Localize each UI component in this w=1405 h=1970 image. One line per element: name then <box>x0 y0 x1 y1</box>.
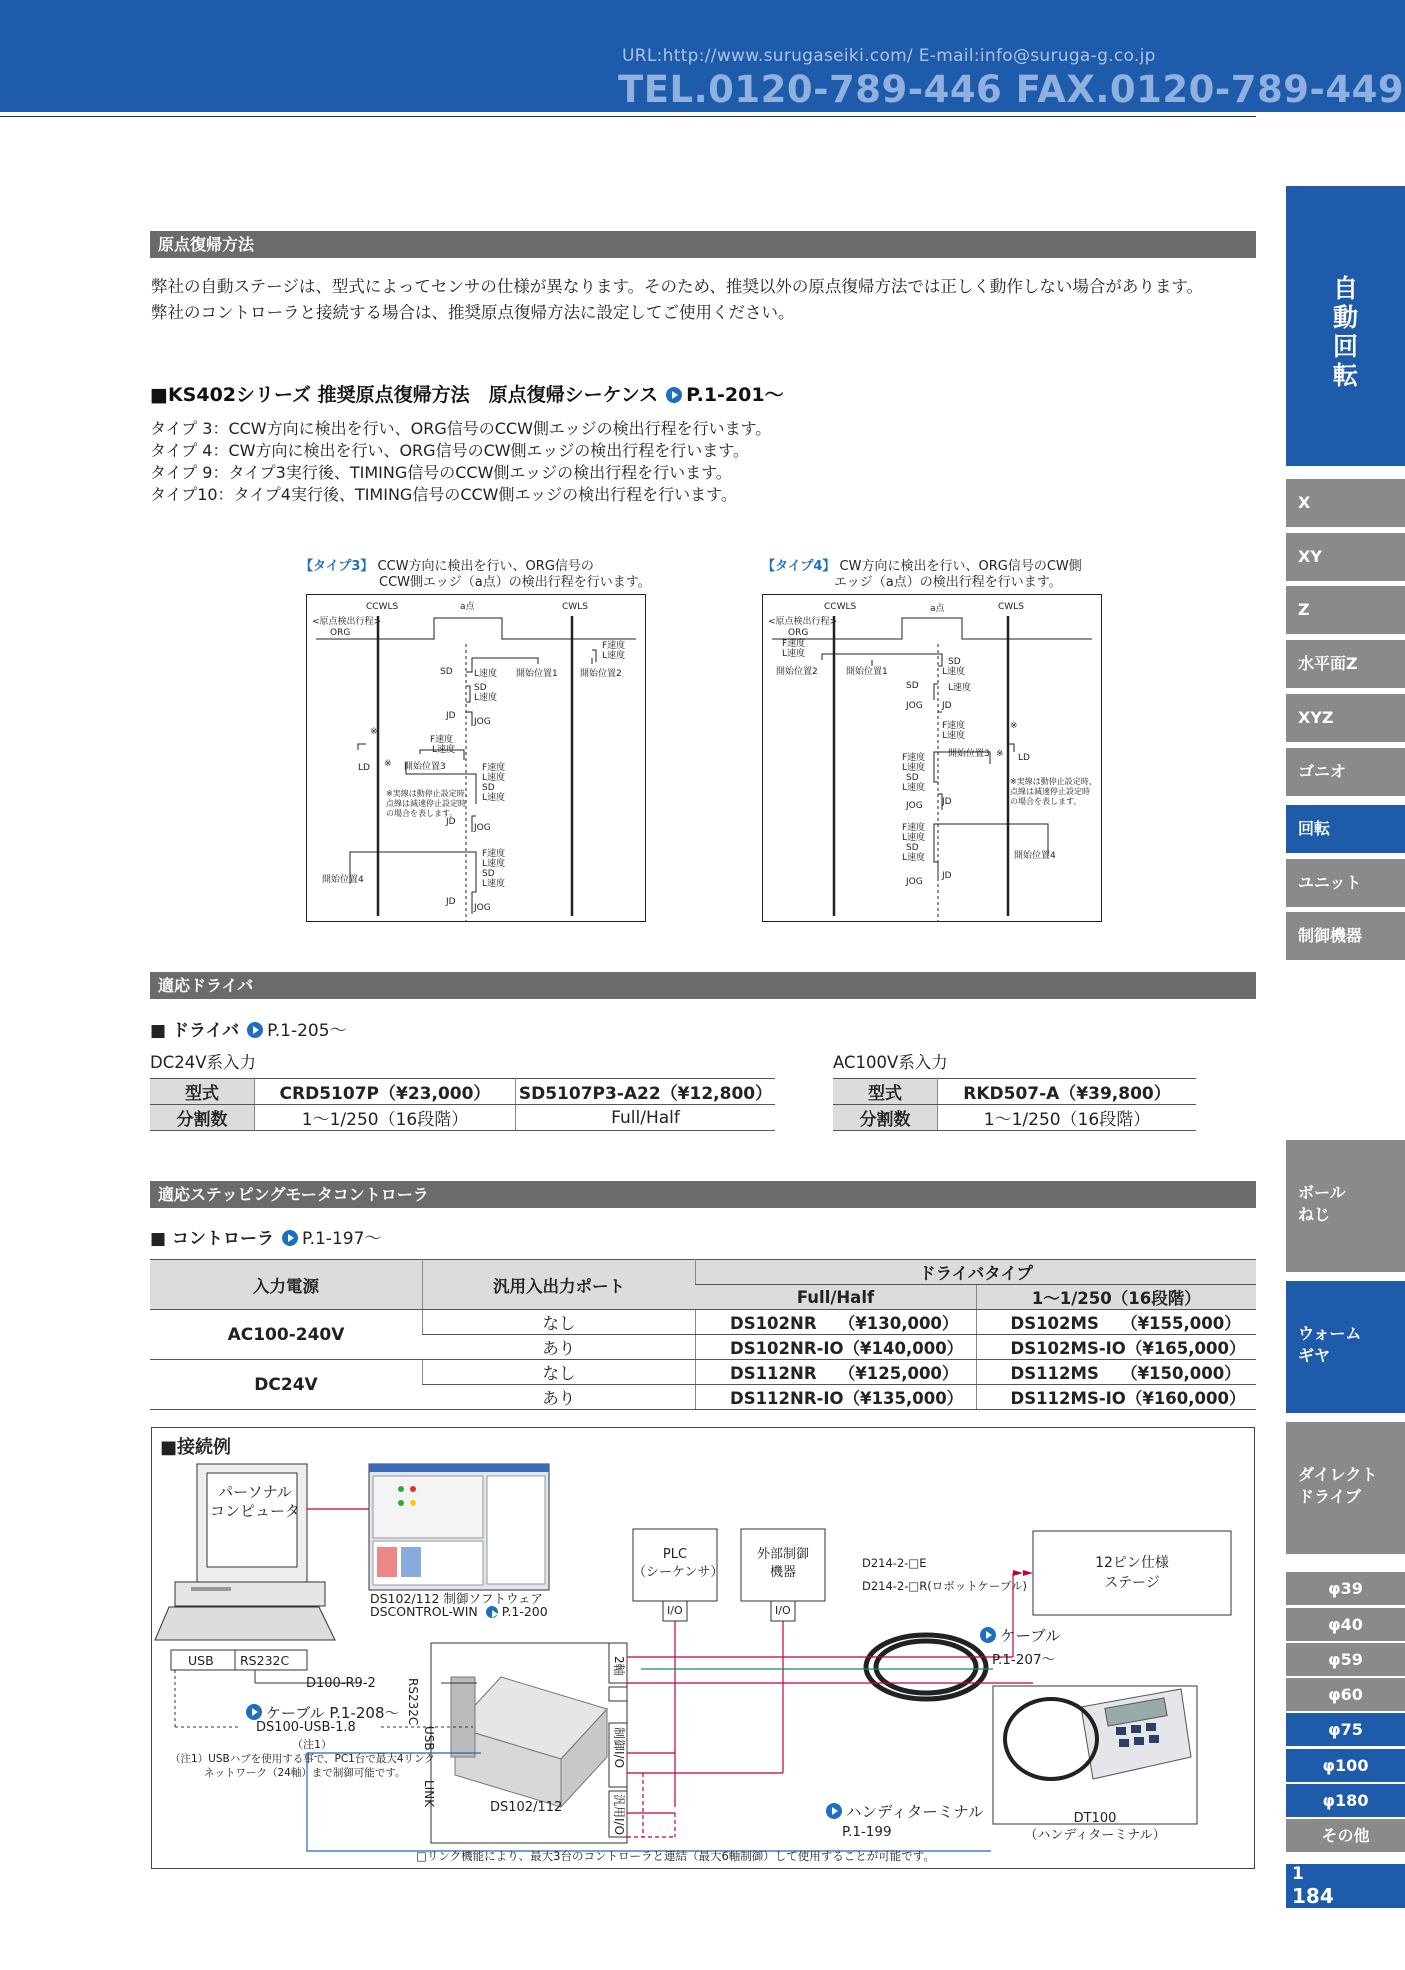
power-dc: DC24V <box>150 1360 423 1410</box>
diagram4-title <box>762 559 1082 575</box>
model-cell: DS112NR-IO（¥135,000） <box>696 1385 977 1410</box>
d4-sd2: SD <box>906 681 919 691</box>
d4-start2: 開始位置2 <box>776 667 818 677</box>
size-tab[interactable]: φ59 <box>1286 1643 1405 1676</box>
d4-start3: 開始位置3 <box>948 749 990 759</box>
sidebar-tab[interactable]: XY <box>1286 533 1405 581</box>
drivers-subheading <box>150 1016 347 1041</box>
d214r-label: D214-2-□R(ロボットケーブル) <box>862 1579 1027 1593</box>
cable-coil <box>866 1635 986 1699</box>
software-caption-2-text: DSCONTROL-WIN <box>370 1604 478 1619</box>
ac-model: RKD507-A（¥39,800） <box>938 1079 1197 1105</box>
note-2: ネットワーク（24軸）まで制御可能です。 <box>204 1767 406 1779</box>
port-gen-io: 汎用I/O <box>612 1794 626 1836</box>
dc-div-key: 分割数 <box>150 1105 255 1131</box>
link-arrow-icon <box>247 1022 263 1038</box>
tab-worm-gear[interactable]: ウォーム ギヤ <box>1286 1281 1405 1413</box>
sidebar-tab[interactable]: X <box>1286 479 1405 527</box>
port-rs232c: RS232C <box>406 1678 420 1726</box>
d3-mark2: ※ <box>384 759 392 769</box>
sidebar-tab[interactable]: ユニット <box>1286 859 1405 907</box>
dc-model-2: SD5107P3-A22（¥12,800） <box>516 1079 776 1105</box>
controller-table <box>150 1259 1256 1410</box>
model-cell: DS102NR （¥130,000） <box>696 1310 977 1335</box>
port-ctrl-io: 制御I/O <box>612 1727 626 1769</box>
origin-type-3: タイプ 3：CCW方向に検出を行い、ORG信号のCCW側エッジの検出行程を行います。 <box>150 419 772 438</box>
ac-div-key: 分割数 <box>833 1105 938 1131</box>
d4-jog3: JOG <box>906 877 923 887</box>
category-char: 自 <box>1332 274 1358 303</box>
d4-a-point: a点 <box>930 604 945 614</box>
link-arrow-icon <box>666 387 682 403</box>
usb-cable: DS100-USB-1.8 <box>256 1720 356 1735</box>
cable-ref-2 <box>972 1624 1061 1646</box>
size-tab[interactable]: φ75 <box>1286 1713 1405 1746</box>
origin-subheading <box>150 380 784 407</box>
d3-start1: 開始位置1 <box>516 669 558 679</box>
controllers-subheading <box>150 1224 381 1249</box>
th-io: 汎用入出力ポート <box>423 1260 696 1310</box>
page-number-box <box>1286 1864 1405 1908</box>
d3-ld: LD <box>358 763 370 773</box>
d4-jd2: JD <box>942 797 952 807</box>
d3-l3: L速度 <box>474 693 498 703</box>
handy-label[interactable]: ハンディターミナル <box>846 1803 984 1821</box>
d4-f3: F速度 <box>902 753 926 763</box>
d4-jd1: JD <box>942 701 952 711</box>
tab-direct-drive[interactable]: ダイレクト ドライブ <box>1286 1422 1405 1554</box>
th-power: 入力電源 <box>150 1260 423 1310</box>
d214e-label: D214-2-□E <box>862 1556 927 1570</box>
d4-l8: L速度 <box>902 853 926 863</box>
dc-driver-table <box>150 1078 775 1131</box>
d4-f1: F速度 <box>782 639 806 649</box>
d3-start3: 開始位置3 <box>404 762 446 772</box>
dc-label: DC24V系入力 <box>150 1053 257 1072</box>
d4-org: ORG <box>788 628 809 638</box>
usb-label: USB <box>188 1653 214 1668</box>
software-screenshot <box>369 1464 549 1590</box>
port-2axis: 2軸 <box>612 1656 626 1676</box>
io-cell: なし <box>423 1310 696 1335</box>
d3-f4: F速度 <box>482 849 506 859</box>
dt100-illustration <box>993 1686 1197 1824</box>
size-tab[interactable]: φ60 <box>1286 1678 1405 1711</box>
link-arrow-icon <box>826 1803 842 1819</box>
origin-subheading-ref[interactable]: P.1-201〜 <box>686 384 784 406</box>
handy-page-ref[interactable]: P.1-199 <box>842 1824 892 1840</box>
table-row <box>150 1310 1256 1335</box>
d4-f2: F速度 <box>942 721 966 731</box>
diagram3-title <box>300 559 594 575</box>
origin-para1: 弊社の自動ステージは、型式によってセンサの仕様が異なります。そのため、推奨以外の原点復帰方法では正しく動作しない場合があります。 <box>151 277 1204 296</box>
d3-jd2: JD <box>446 817 456 827</box>
d4-mark1: ※ <box>1010 721 1018 731</box>
note-1: （注1）USBハブを使用する事で、PC1台で最大4リンク <box>170 1753 435 1765</box>
d3-start2: 開始位置2 <box>580 669 622 679</box>
model-cell: DS102NR-IO（¥140,000） <box>696 1335 977 1360</box>
link-arrow-icon <box>246 1704 262 1720</box>
link-arrow-icon <box>282 1230 298 1246</box>
ac-div: 1〜1/250（16段階） <box>938 1105 1197 1131</box>
diagram4 <box>762 594 1102 922</box>
d4-start4: 開始位置4 <box>1014 851 1056 861</box>
d3-l5: L速度 <box>482 773 506 783</box>
d4-jog2: JOG <box>906 801 923 811</box>
tab-ball-screw[interactable]: ボール ねじ <box>1286 1140 1405 1272</box>
section-bar-controllers: 適応ステッピングモータコントローラ <box>150 1181 1256 1208</box>
origin-type-list <box>150 418 771 506</box>
d4-jd3: JD <box>942 871 952 881</box>
ext-io: I/O <box>775 1604 791 1617</box>
d4-sd4: SD <box>906 843 919 853</box>
url-email-line: URL:http://www.surugaseiki.com/ E-mail:info@suruga-g.co.jp <box>622 46 1156 66</box>
d3-l6: L速度 <box>482 793 506 803</box>
ext-label: 外部制御 機器 <box>756 1547 809 1580</box>
d3-sd1: SD <box>440 667 453 677</box>
drivers-subheading-text: ■ ドライバ <box>150 1021 240 1041</box>
stage-label: 12ピン仕様 ステージ <box>1095 1555 1169 1591</box>
size-tab[interactable]: φ180 <box>1286 1784 1405 1817</box>
d3-cwls: CWLS <box>562 602 588 612</box>
d3-sd2: SD <box>474 683 487 693</box>
d3-l7: L速度 <box>482 859 506 869</box>
section-bar-drivers: 適応ドライバ <box>150 972 1256 999</box>
diagram3-tag: 【タイプ3】 <box>300 559 374 574</box>
connection-title: ■接続例 <box>160 1437 232 1458</box>
d4-l1: L速度 <box>782 649 806 659</box>
d3-f1: F速度 <box>602 641 626 651</box>
diagram4-tag: 【タイプ4】 <box>762 559 836 574</box>
cable2-label[interactable]: ケーブル <box>1000 1627 1061 1645</box>
d3-jog2: JOG <box>474 823 491 833</box>
d4-f4: F速度 <box>902 823 926 833</box>
software-caption-1: DS102/112 制御ソフトウェア <box>370 1591 543 1606</box>
origin-subheading-text: ■KS402シリーズ 推奨原点復帰方法 原点復帰シーケンス <box>150 384 659 406</box>
category-char: 動 <box>1332 303 1358 332</box>
diagram3 <box>306 594 646 922</box>
d4-l5: L速度 <box>902 763 926 773</box>
d4-note-3: の場合を表します。 <box>1010 797 1082 806</box>
d4-ld: LD <box>1018 753 1030 763</box>
d3-origin-proc: <原点検出行程> <box>312 617 382 627</box>
controllers-subheading-text: ■ コントローラ <box>150 1229 274 1249</box>
handy-ref <box>818 1800 984 1822</box>
th-micro: 1〜1/250（16段階） <box>976 1285 1256 1310</box>
io-cell: なし <box>423 1360 696 1385</box>
cable2-ref[interactable]: P.1-207〜 <box>992 1652 1056 1668</box>
ac-label: AC100V系入力 <box>833 1053 948 1072</box>
d3-f3: F速度 <box>482 763 506 773</box>
diagram4-desc2: エッジ（a点）の検出行程を行います。 <box>834 575 1062 590</box>
d4-l7: L速度 <box>902 833 926 843</box>
plc-label: PLC （シーケンサ） <box>633 1547 724 1580</box>
port-link: LINK <box>422 1780 436 1808</box>
size-tab[interactable]: φ100 <box>1286 1749 1405 1782</box>
size-tab[interactable]: その他 <box>1286 1819 1405 1852</box>
d4-mark2: ※ <box>996 749 1004 759</box>
diagram3-desc2: CCW側エッジ（a点）の検出行程を行います。 <box>379 575 651 590</box>
d3-start4: 開始位置4 <box>322 875 364 885</box>
ac-model-key: 型式 <box>833 1079 938 1105</box>
dc-div-2: Full/Half <box>516 1105 776 1131</box>
d3-note-1: ※実線は動停止設定時、 <box>386 789 473 798</box>
d3-f2: F速度 <box>430 735 454 745</box>
software-caption-2 <box>370 1604 548 1619</box>
model-cell: DS112MS （¥150,000） <box>976 1360 1256 1385</box>
d3-sd3: SD <box>482 783 495 793</box>
cable-ref-1-text[interactable]: ケーブル P.1-208〜 <box>266 1704 400 1722</box>
connection-diagram <box>151 1427 1255 1869</box>
size-tab[interactable]: φ40 <box>1286 1608 1405 1641</box>
th-driver-type: ドライバタイプ <box>696 1260 1257 1285</box>
d3-jog3: JOG <box>474 903 491 913</box>
note-mark: （注1） <box>292 1738 332 1751</box>
d4-l2: L速度 <box>942 667 966 677</box>
header-rule <box>0 116 1256 117</box>
dc-div-1: 1〜1/250（16段階） <box>255 1105 516 1131</box>
origin-type-9: タイプ 9：タイプ3実行後、TIMING信号のCCW側エッジの検出行程を行います。 <box>150 463 732 482</box>
d3-jd3: JD <box>446 897 456 907</box>
d3-ccwls: CCWLS <box>366 602 399 612</box>
category-char: 転 <box>1332 361 1358 390</box>
controllers-ref[interactable]: P.1-197〜 <box>301 1229 382 1249</box>
link-note: □リンク機能により、最大3台のコントローラと連結（最大6軸制御）して使用することが可能です。 <box>416 1849 935 1863</box>
diagram3-desc1: CCW方向に検出を行い、ORG信号の <box>377 559 594 574</box>
link-arrow-icon <box>486 1606 498 1618</box>
model-cell: DS102MS-IO（¥165,000） <box>976 1335 1256 1360</box>
software-ref[interactable]: P.1-200 <box>501 1604 548 1619</box>
origin-para2: 弊社のコントローラと接続する場合は、推奨原点復帰方法に設定してご使用ください。 <box>151 303 795 322</box>
dt100-label: DT100 （ハンディターミナル） <box>1024 1811 1166 1843</box>
pc-label: パーソナル コンピュータ <box>210 1483 301 1520</box>
d3-a-point: a点 <box>460 602 475 612</box>
power-ac: AC100-240V <box>150 1310 423 1360</box>
drivers-ref[interactable]: P.1-205〜 <box>267 1021 347 1041</box>
model-cell: DS112NR （¥125,000） <box>696 1360 977 1385</box>
model-cell: DS112MS-IO（¥160,000） <box>976 1385 1256 1410</box>
d4-l4: L速度 <box>942 731 966 741</box>
rs232c-label: RS232C <box>240 1653 290 1668</box>
dc-model-1: CRD5107P（¥23,000） <box>255 1079 516 1105</box>
controller-label: DS102/112 <box>490 1800 563 1815</box>
d3-l8: L速度 <box>482 879 506 889</box>
d4-l3: L速度 <box>948 683 972 693</box>
d3-l1: L速度 <box>602 651 626 661</box>
origin-type-10: タイプ10：タイプ4実行後、TIMING信号のCCW側エッジの検出行程を行います。 <box>150 485 737 504</box>
d3-mark1: ※ <box>370 727 378 737</box>
category-char: 回 <box>1332 332 1358 361</box>
port-usb: USB <box>422 1726 436 1751</box>
d4-cwls: CWLS <box>998 602 1024 612</box>
d4-l6: L速度 <box>902 783 926 793</box>
io-cell: あり <box>423 1335 696 1360</box>
d3-l2: L速度 <box>474 669 498 679</box>
plc-io: I/O <box>667 1604 683 1617</box>
d4-note-2: 点線は減速停止設定時 <box>1010 787 1090 796</box>
origin-type-4: タイプ 4：CW方向に検出を行い、ORG信号のCW側エッジの検出行程を行います。 <box>150 441 749 460</box>
d4-sd1: SD <box>948 657 961 667</box>
sidebar-tab[interactable]: 回転 <box>1286 805 1405 853</box>
diagram4-desc1: CW方向に検出を行い、ORG信号のCW側 <box>839 559 1082 574</box>
sidebar-tab[interactable]: XYZ <box>1286 694 1405 742</box>
dc-model-key: 型式 <box>150 1079 255 1105</box>
d3-note-2: 点線は減速停止設定時 <box>386 799 466 808</box>
d4-jog1: JOG <box>906 701 923 711</box>
sidebar-tab[interactable]: 水平面Z <box>1286 640 1405 688</box>
io-cell: あり <box>423 1385 696 1410</box>
d4-sd3: SD <box>906 773 919 783</box>
d4-note-1: ※実線は動停止設定時、 <box>1010 777 1097 786</box>
d3-sd4: SD <box>482 869 495 879</box>
th-full-half: Full/Half <box>696 1285 977 1310</box>
sidebar-tab[interactable]: ゴニオ <box>1286 748 1405 796</box>
page-header <box>0 0 1405 112</box>
tel-fax-line: TEL.0120-789-446 FAX.0120-789-449 <box>618 68 1405 111</box>
sidebar-tab[interactable]: Z <box>1286 586 1405 634</box>
link-arrow-icon <box>980 1627 996 1643</box>
page-prefix: 1 <box>1292 1864 1304 1884</box>
sidebar-tab[interactable]: 制御機器 <box>1286 912 1405 960</box>
d3-note-3: の場合を表します。 <box>386 809 458 818</box>
d4-start1: 開始位置1 <box>846 667 888 677</box>
d100-cable: D100-R9-2 <box>306 1676 376 1691</box>
d3-org: ORG <box>330 628 351 638</box>
model-cell: DS102MS （¥155,000） <box>976 1310 1256 1335</box>
table-row <box>150 1360 1256 1385</box>
ac-driver-table <box>833 1078 1196 1131</box>
d3-l4: L速度 <box>432 745 456 755</box>
d4-ccwls: CCWLS <box>824 602 857 612</box>
page-number: 184 <box>1292 1884 1334 1908</box>
size-tab[interactable]: φ39 <box>1286 1572 1405 1605</box>
section-bar-origin: 原点復帰方法 <box>150 231 1256 258</box>
d3-jd1: JD <box>446 711 456 721</box>
category-tab[interactable] <box>1286 186 1405 466</box>
d3-jog1: JOG <box>474 717 491 727</box>
d4-origin-proc: <原点検出行程> <box>768 617 838 627</box>
